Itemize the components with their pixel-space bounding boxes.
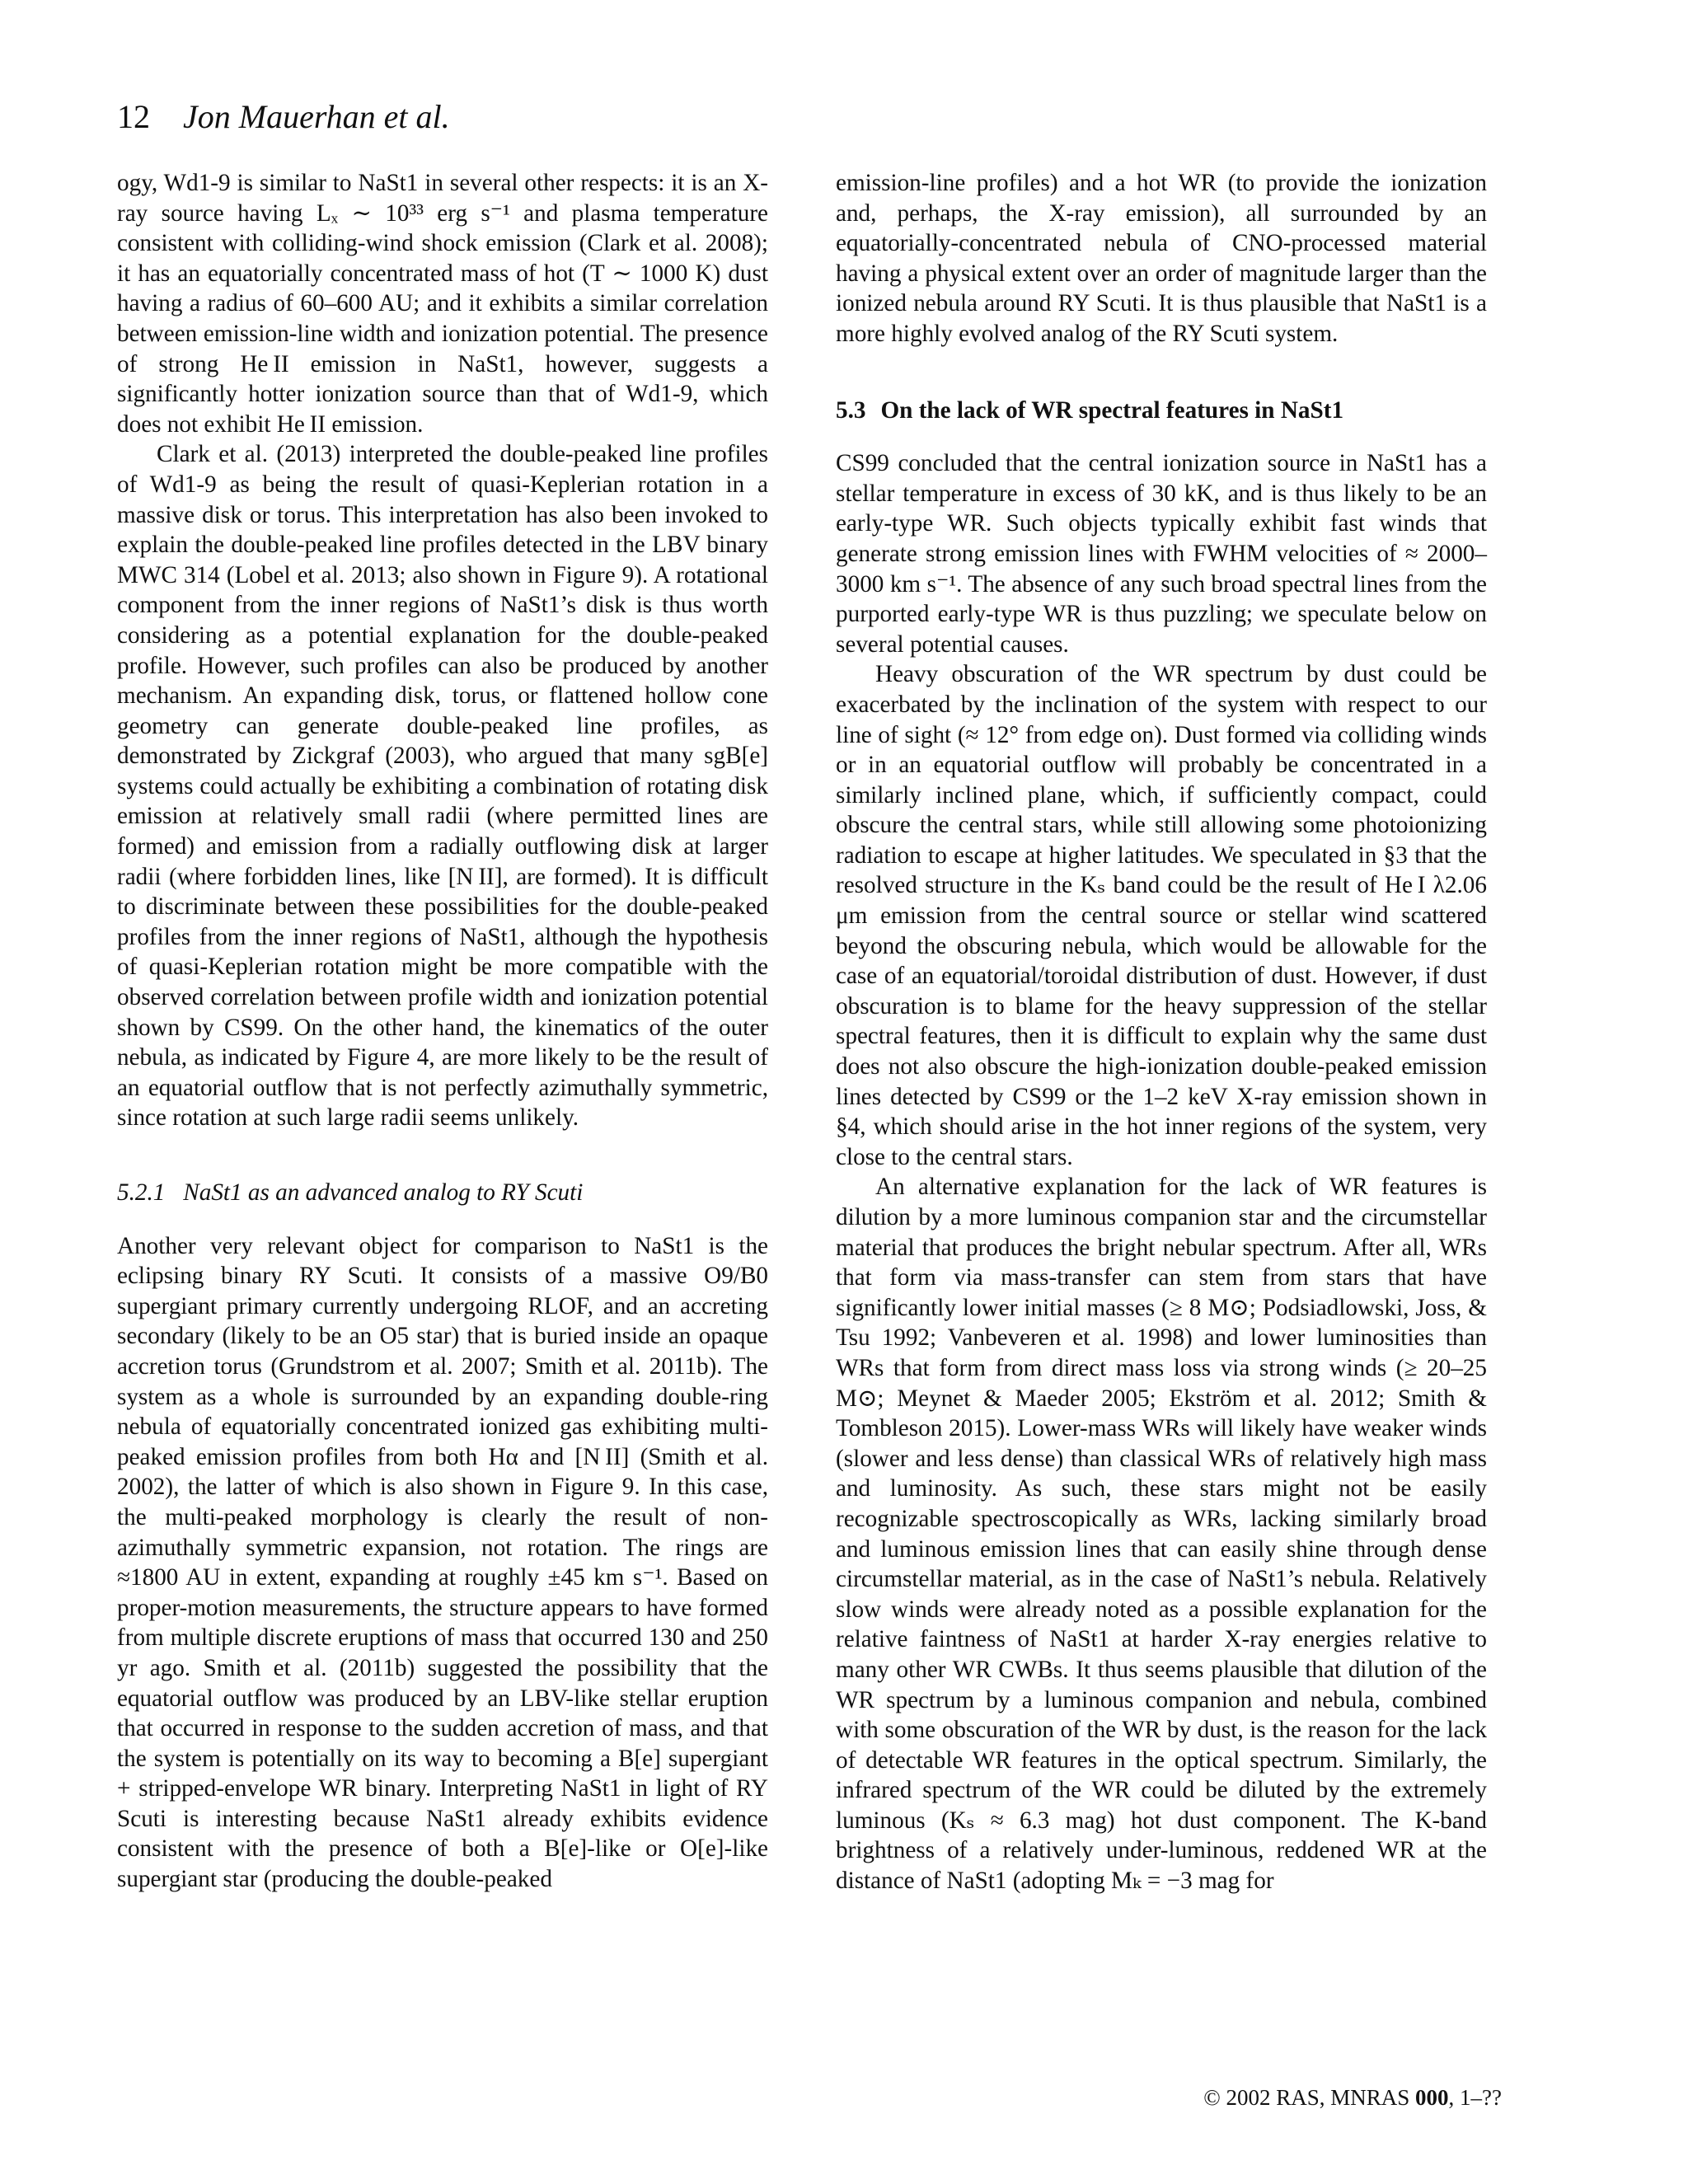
paragraph: CS99 concluded that the central ionization source in NaSt1 has a stellar temperature in excess of 30 kK, and is thus likely to be an early-type WR. Such objects typically exhibit fast winds that generate strong emission lines with FWHM velocities of ≈ 2000–3000 km s⁻¹. The absence of any such broad spectral lines from the purported early-type WR is thus puzzling; we speculate below on several potential causes. [836,450,1487,658]
page-number: 12 [117,98,150,135]
running-header [117,97,450,137]
subsection-title: NaSt1 as an advanced analog to RY Scuti [183,1179,584,1206]
running-title: Jon Mauerhan et al. [183,98,450,135]
paragraph: Clark et al. (2013) interpreted the double-peaked line profiles of Wd1-9 as being the result of quasi-Keplerian rotation in a massive disk or torus. This interpretation has also been invoked to explain the double-peaked line profiles detected in the LBV binary MWC 314 (Lobel et al. 2013; also shown in Figure 9). A rotational component from the inner regions of NaSt1’s disk is thus worth considering as a potential explanation for the double-peaked profile. However, such profiles can also be produced by another mechanism. An expanding disk, torus, or flattened hollow cone geometry can generate double-peaked line profiles, as demonstrated by Zickgraf (2003), who argued that many sgB[e] systems could actually be exhibiting a combination of rotating disk emission at relatively small radii (where permitted lines are formed) and emission from a radially outflowing disk at larger radii (where forbidden lines, like [N II], are formed). It is difficult to discriminate between these possibilities for the double-peaked profiles from the inner regions of NaSt1, although the hypothesis of quasi-Keplerian rotation might be more compatible with the observed correlation between profile width and ionization potential shown by CS99. On the other hand, the kinematics of the outer nebula, as indicated by Figure 4, are more likely to be the result of an equatorial outflow that is not perfectly azimuthally symmetric, since rotation at such large radii seems unlikely. [117,441,768,1132]
paragraph: Another very relevant object for comparison to NaSt1 is the eclipsing binary RY Scuti. It consists of a massive O9/B0 supergiant primary currently undergoing RLOF, and an accreting secondary (likely to be an O5 star) that is buried inside an opaque accretion torus (Grundstrom et al. 2007; Smith et al. 2011b). The system as a whole is surrounded by an expanding double-ring nebula of equatorially concentrated ionized gas exhibiting multi-peaked emission profiles from both Hα and [N II] (Smith et al. 2002), the latter of which is also shown in Figure 9. In this case, the multi-peaked morphology is clearly the result of non-azimuthally symmetric expansion, not rotation. The rings are ≈1800 AU in extent, expanding at roughly ±45 km s⁻¹. Based on proper-motion measurements, the structure appears to have formed from multiple discrete eruptions of mass that occurred 130 and 250 yr ago. Smith et al. (2011b) suggested the possibility that the equatorial outflow was produced by an LBV-like stellar eruption that occurred in response to the sudden accretion of mass, and that the system is potentially on its way to becoming a B[e] supergiant + stripped-envelope WR binary. Interpreting NaSt1 in light of RY Scuti is interesting because NaSt1 already exhibits evidence consistent with the presence of both a B[e]-like or O[e]-like supergiant star (producing the double-peaked [117,1232,768,1893]
copyright-footer [1203,2085,1502,2111]
subsection-heading [117,1178,768,1208]
paragraph: ogy, Wd1-9 is similar to NaSt1 in several other respects: it is an X-ray source having Lₓ ∼ 10³³ erg s⁻¹ and plasma temperature consistent with colliding-wind shock emission (Clark et al. 2008); it has an equatorially concentrated mass of hot (T ∼ 1000 K) dust having a radius of 60–600 AU; and it exhibits a similar correlation between emission-line width and ionization potential. The presence of strong He II emission in NaSt1, however, suggests a significantly hotter ionization source than that of Wd1-9, which does not exhibit He II emission. [117,170,768,438]
copyright-text: © 2002 RAS, MNRAS [1203,2085,1410,2110]
right-column [836,168,1487,1896]
section-heading [836,396,1487,426]
subsection-number: 5.2.1 [117,1179,166,1206]
section-number: 5.3 [836,396,866,424]
paragraph: Heavy obscuration of the WR spectrum by dust could be exacerbated by the inclination of the system with respect to our line of sight (≈ 12° from edge on). Dust formed via colliding winds or in an equatorial outflow will probably be concentrated in a similarly inclined plane, which, if sufficiently compact, could obscure the central stars, while still allowing some photoionizing radiation to escape at higher latitudes. We speculated in §3 that the resolved structure in the Kₛ band could be the result of He I λ2.06 μm emission from the central source or stellar wind scattered beyond the obscuring nebula, which would be allowable for the case of an equatorial/toroidal distribution of dust. However, if dust obscuration is to blame for the heavy suppression of the stellar spectral features, then it is difficult to explain why the same dust does not also obscure the high-ionization double-peaked emission lines detected by CS99 or the 1–2 keV X-ray emission shown in §4, which should arise in the hot inner regions of the system, very close to the central stars. [836,661,1487,1170]
paragraph: emission-line profiles) and a hot WR (to provide the ionization and, perhaps, the X-ray emission), all surrounded by an equatorially-concentrated nebula of CNO-processed material having a physical extent over an order of magnitude larger than the ionized nebula around RY Scuti. It is thus plausible that NaSt1 is a more highly evolved analog of the RY Scuti system. [836,170,1487,347]
volume-number: 000 [1415,2085,1449,2110]
paragraph: An alternative explanation for the lack of WR features is dilution by a more luminous companion star and the circumstellar material that produces the bright nebular spectrum. After all, WRs that form via mass-transfer can stem from stars that have significantly lower initial masses (≥ 8 M⊙; Podsiadlowski, Joss, & Tsu 1992; Vanbeveren et al. 1998) and lower luminosities than WRs that form from direct mass loss via strong winds (≥ 20–25 M⊙; Meynet & Maeder 2005; Ekström et al. 2012; Smith & Tombleson 2015). Lower-mass WRs will likely have weaker winds (slower and less dense) than classical WRs of relatively high mass and luminosity. As such, these stars might not be easily recognizable spectroscopically as WRs, lacking similarly broad and luminous emission lines that can easily shine through dense circumstellar material, as in the case of NaSt1’s nebula. Relatively slow winds were already noted as a possible explanation for the relative faintness of NaSt1 at harder X-ray energies relative to many other WR CWBs. It thus seems plausible that dilution of the WR spectrum by a luminous companion and nebula, combined with some obscuration of the WR by dust, is the reason for the lack of detectable WR features in the optical spectrum. Similarly, the infrared spectrum of the WR could be diluted by the extremely luminous (Kₛ ≈ 6.3 mag) hot dust component. The K-band brightness of a relatively under-luminous, reddened WR at the distance of NaSt1 (adopting Mₖ = −3 mag for [836,1174,1487,1895]
page-range: , 1–?? [1448,2085,1502,2110]
section-title: On the lack of WR spectral features in NaSt1 [880,396,1344,424]
left-column [117,168,768,1895]
